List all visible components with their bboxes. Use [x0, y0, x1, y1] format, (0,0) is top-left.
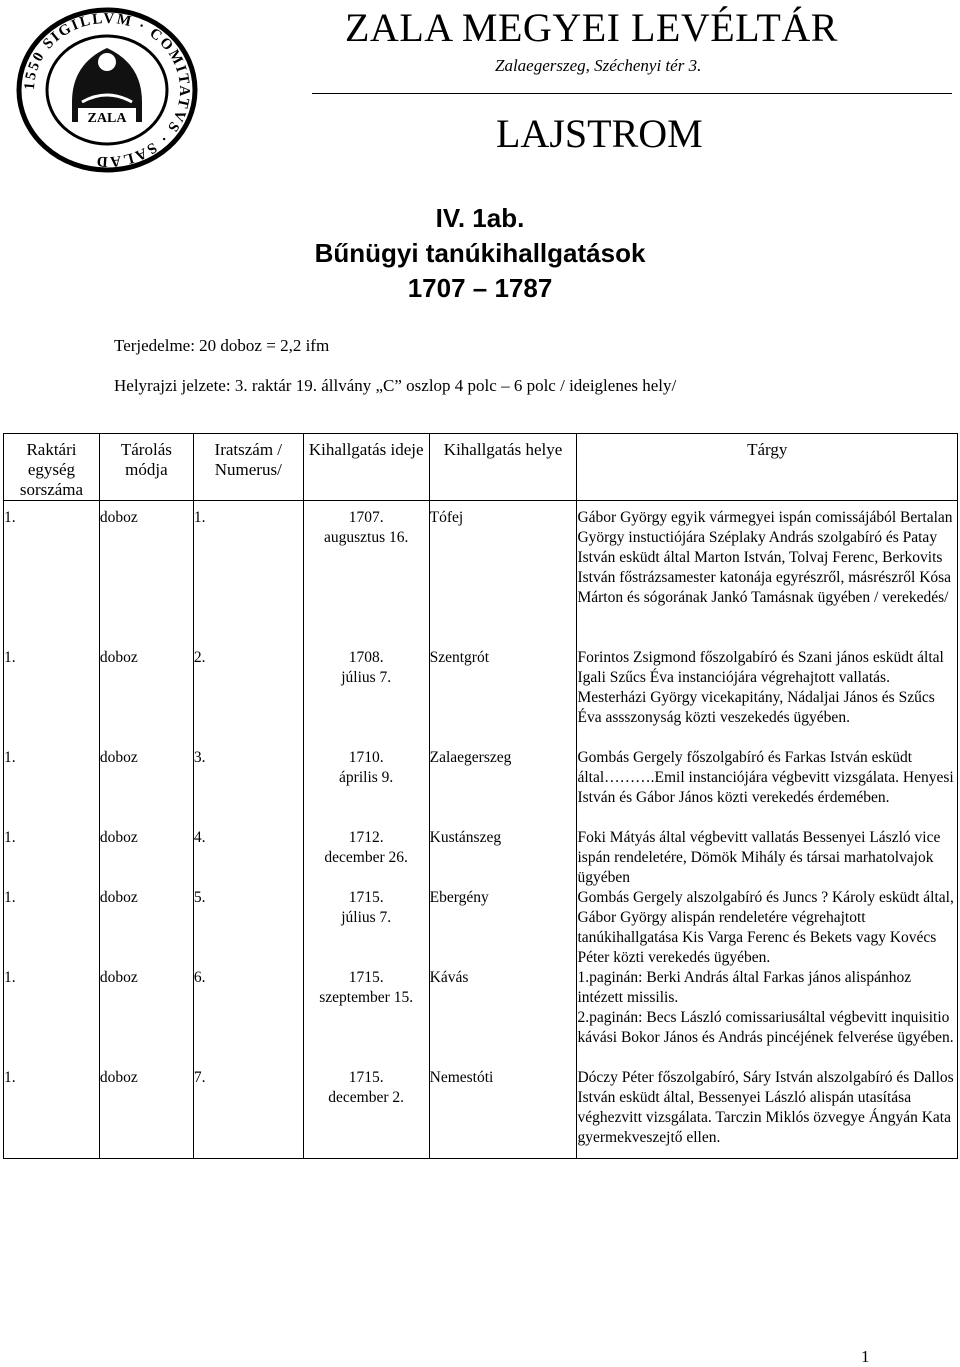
interrogation-date [304, 888, 429, 968]
date-day: december 26. [324, 849, 408, 866]
place-cells [429, 501, 577, 1159]
interrogation-date [304, 748, 429, 828]
unit-no: 1. [4, 749, 16, 766]
storage-type: doboz [99, 969, 138, 986]
interrogation-date [304, 828, 429, 888]
date-day: augusztus 16. [323, 529, 409, 546]
unit-no: 1. [4, 649, 16, 666]
storage-type: doboz [99, 1069, 138, 1086]
case-subject: Forintos Zsigmond főszolgabíró és Szani jános esküdt által Igali Szűcs Éva instanciójára végrehajtott vallatás. Mesterházi György vicekapitány, Nádaljai János és Szűcs Éva assszonyság közti veszekedés ügyében. [577, 649, 944, 726]
fonds-name: Bűnügyi tanúkihallgatások [314, 238, 646, 268]
unit-cells [4, 501, 100, 1159]
doc-no-cells [193, 501, 303, 1159]
interrogation-place: Kávás [429, 969, 469, 986]
date-day: július 7. [341, 669, 392, 686]
archive-address: Zalaegerszeg, Széchenyi tér 3. [495, 56, 702, 75]
interrogation-date [304, 508, 429, 648]
subject-cells [577, 501, 958, 1159]
svg-text:ZALA: ZALA [87, 111, 127, 126]
archive-name: ZALA MEGYEI LEVÉLTÁR [345, 5, 838, 50]
interrogation-date [304, 1068, 429, 1158]
date-day: július 7. [341, 909, 392, 926]
header-subject: Tárgy [577, 434, 958, 501]
storage-type: doboz [99, 889, 138, 906]
table-header-row [4, 434, 958, 501]
unit-no: 1. [4, 1069, 16, 1086]
unit-no: 1. [4, 889, 16, 906]
date-year: 1715. [348, 1069, 384, 1086]
date-day: december 2. [328, 1089, 405, 1106]
header-storage: Tárolás módja [99, 434, 193, 501]
case-subject-part: 2.paginán: Becs László comissariusáltal végbevitt inquisitio kávási Bokor János és András pincéjének felverése ügyében. [577, 1009, 954, 1046]
doc-no: 4. [193, 829, 206, 846]
date-year: 1715. [348, 889, 384, 906]
date-year: 1710. [348, 749, 384, 766]
unit-no: 1. [4, 969, 16, 986]
header-unit-no: Raktári egység sorszáma [4, 434, 100, 501]
date-day: április 9. [339, 769, 394, 786]
storage-type: doboz [99, 749, 138, 766]
case-subject [577, 968, 957, 1068]
header-divider [312, 93, 952, 94]
storage-type: doboz [99, 649, 138, 666]
doc-no: 3. [193, 749, 206, 766]
date-year: 1715. [348, 969, 384, 986]
interrogation-place: Zalaegerszeg [429, 749, 512, 766]
interrogation-place: Tófej [429, 509, 464, 526]
doc-no: 7. [193, 1069, 206, 1086]
interrogation-place: Nemestóti [429, 1069, 494, 1086]
location-line: Helyrajzi jelzete: 3. raktár 19. állvány „C” oszlop 4 polc – 6 polc / ideiglenes hely/ [114, 376, 677, 395]
case-subject-part: 1.paginán: Berki András által Farkas jános alispánhoz intézett missilis. [577, 969, 912, 1006]
document-title: LAJSTROM [496, 111, 703, 156]
page-number: 1 [861, 1347, 870, 1366]
case-subject: Gombás Gergely alszolgabíró és Juncs ? Károly esküdt által, Gábor György alispán rendeletére végrehajtott tanúkihallgatása Kis Varga Ferenc és Bekets vagy Kovécs Péter közti verekedés ügyében. [577, 889, 954, 966]
doc-no: 5. [193, 889, 206, 906]
doc-no: 6. [193, 969, 206, 986]
header-date: Kihallgatás ideje [303, 434, 429, 501]
header-doc-no: Iratszám / Numerus/ [193, 434, 303, 501]
date-cells [303, 501, 429, 1159]
fonds-code: IV. 1ab. [435, 203, 525, 233]
unit-no: 1. [4, 509, 16, 526]
fonds-heading [300, 201, 660, 306]
county-seal [12, 4, 202, 176]
unit-no: 1. [4, 829, 16, 846]
interrogation-date [304, 968, 429, 1068]
storage-cells [99, 501, 193, 1159]
case-subject: Foki Mátyás által végbevitt vallatás Bessenyei László vice ispán rendeletére, Dömök Mihály és társai marhatolvajok ügyében [577, 829, 941, 886]
date-year: 1708. [348, 649, 384, 666]
extent-line: Terjedelme: 20 doboz = 2,2 ifm [114, 336, 330, 355]
interrogation-place: Szentgrót [429, 649, 490, 666]
interrogation-place: Kustánszeg [429, 829, 502, 846]
case-subject: Gábor György egyik vármegyei ispán comissájából Bertalan György instuctiójára Széplaky András szolgabíró és Patay István esküdt által Marton István, Tolvaj Ferenc, Berkovits István főstrázsamester katonája egyrészről, másrészről Kósa Márton és sógorának Jankó Tamásnak ügyében / verekedés/ [577, 509, 953, 606]
storage-type: doboz [99, 829, 138, 846]
fonds-date-range: 1707 – 1787 [407, 273, 553, 303]
interrogation-place: Ebergény [429, 889, 489, 906]
case-subject: Dóczy Péter főszolgabíró, Sáry István alszolgabíró és Dallos István esküdt által, Bessenyei László alispán utasítása véghezvitt vizsgálata. Tarczin Miklós özvegye Ángyán Kata gyermekveszejtő ellen. [577, 1069, 954, 1146]
date-year: 1712. [348, 829, 384, 846]
doc-no: 2. [193, 649, 206, 666]
storage-type: doboz [99, 509, 138, 526]
date-year: 1707. [348, 509, 384, 526]
table-row [4, 501, 958, 1159]
doc-no: 1. [193, 509, 206, 526]
interrogation-date [304, 648, 429, 748]
svg-text:1550 SIGILLVM · COMITATVS · SA: 1550 SIGILLVM · COMITATVS · SALAD [21, 10, 193, 170]
case-subject: Gombás Gergely főszolgabíró és Farkas István esküdt által……….Emil instanciójára végbevitt vizsgálata. Henyesi István és Gábor János közti verekedés érdemében. [577, 749, 954, 806]
header-place: Kihallgatás helye [429, 434, 577, 501]
register-table [3, 433, 958, 1159]
date-day: szeptember 15. [319, 989, 414, 1006]
